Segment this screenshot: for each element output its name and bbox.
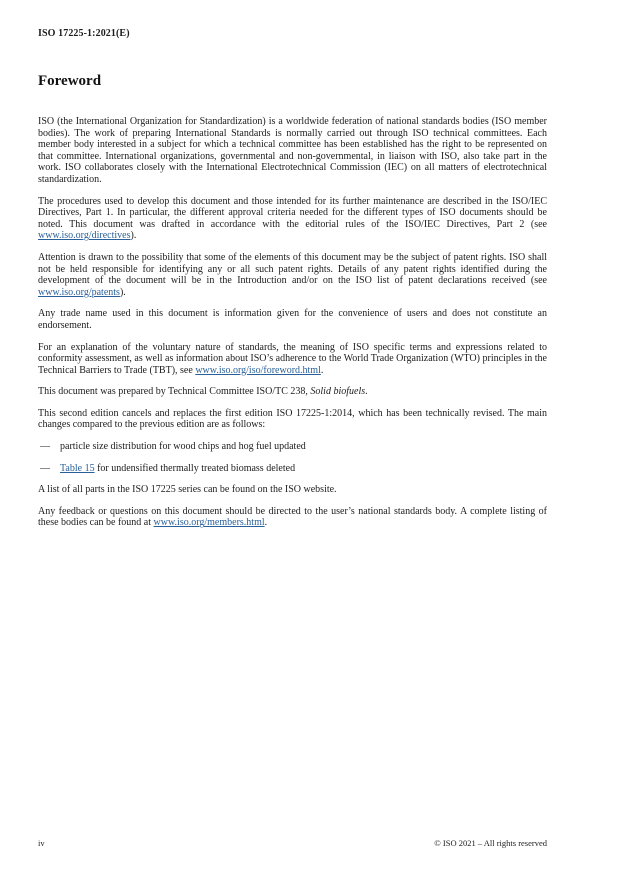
paragraph-text: . [264,517,268,529]
table-15-link[interactable]: Table 15 [60,462,95,474]
paragraph-text: This document was prepared by Technical Committee ISO/TC 238, [38,386,311,398]
paragraph-iso-federation [38,116,547,186]
committee-name: Solid biofuels [310,386,366,398]
foreword-link[interactable]: www.iso.org/iso/foreword.html [195,364,321,376]
paragraph-procedures [38,196,547,242]
list-item-text [60,463,547,475]
paragraph-series-list [38,484,547,496]
paragraph-feedback [38,506,547,529]
list-item-text: particle size distribution for wood chips and hog fuel updated [60,441,306,453]
foreword-title: Foreword [38,73,102,89]
paragraph-text: ). [119,286,126,298]
paragraph-text: The procedures used to develop this document and those intended for its further maintenance are described in the ISO/IEC Directives, Part 1. In particular, the different approval criteria needed for the different types of ISO documents should be noted. This document was drafted in accordance with the editorial rules of the ISO/IEC Directives, Part 2 (see [38,195,547,230]
members-link[interactable]: www.iso.org/members.html [153,517,265,529]
paragraph-wto [38,342,547,377]
paragraph-text: Any trade name used in this document is information given for the convenience of users and does not constitute an endorsement. [38,308,547,331]
paragraph-text: This second edition cancels and replaces the first edition ISO 17225-1:2014, which has been technically revised. The main changes compared to the previous edition are as follows: [38,407,547,431]
paragraph-text: Any feedback or questions on this document should be directed to the user’s national standards body. A complete listing of these bodies can be found at [38,505,547,529]
paragraph-text: ). [130,230,137,242]
page-footer [38,838,547,848]
list-item-tail: for undensified thermally treated biomass deleted [94,462,296,474]
page-number: iv [38,838,45,848]
list-item-particle-size [40,441,547,453]
copyright-notice: © ISO 2021 – All rights reserved [434,838,547,848]
paragraph-committee [38,386,547,398]
paragraph-text: . [320,364,324,376]
paragraph-text: Attention is drawn to the possibility that some of the elements of this document may be the subject of patent rights. ISO shall not be held responsible for identifying any or all such patent rights. Details of any patent rights identified during the development of the document will be in the Introduction and/or on the ISO list of patent declarations received (see [38,251,547,287]
paragraph-text: A list of all parts in the ISO 17225 series can be found on the ISO website. [38,484,337,496]
list-item-table-15 [40,463,547,475]
document-reference: ISO 17225-1:2021(E) [38,28,130,39]
paragraph-trade-name [38,308,547,331]
dash-bullet: — [40,441,50,453]
paragraph-text: . [365,386,368,398]
dash-bullet: — [40,462,50,474]
patents-link[interactable]: www.iso.org/patents [38,286,120,298]
paragraph-text: ISO (the International Organization for Standardization) is a worldwide federation of national standards bodies (ISO member bodies). The work of preparing International Standards is normally carried out through ISO technical committees. Each member body interested in a subject for which a technical committee has been established has the right to be represented on that committee. International organizations, governmental and non-governmental, in liaison with ISO, also take part in the work. ISO collaborates closely with the International Electrotechnical Commission (IEC) on all matters of electrotechnical standardization. [38,116,547,185]
paragraph-text: For an explanation of the voluntary nature of standards, the meaning of ISO specific terms and expressions related to conformity assessment, as well as information about ISO’s adherence to the World Trade Organization (WTO) principles in the Technical Barriers to Trade (TBT), see [38,341,547,376]
paragraph-second-edition [38,408,547,431]
paragraph-patents [38,252,547,298]
directives-link[interactable]: www.iso.org/directives [38,230,131,242]
